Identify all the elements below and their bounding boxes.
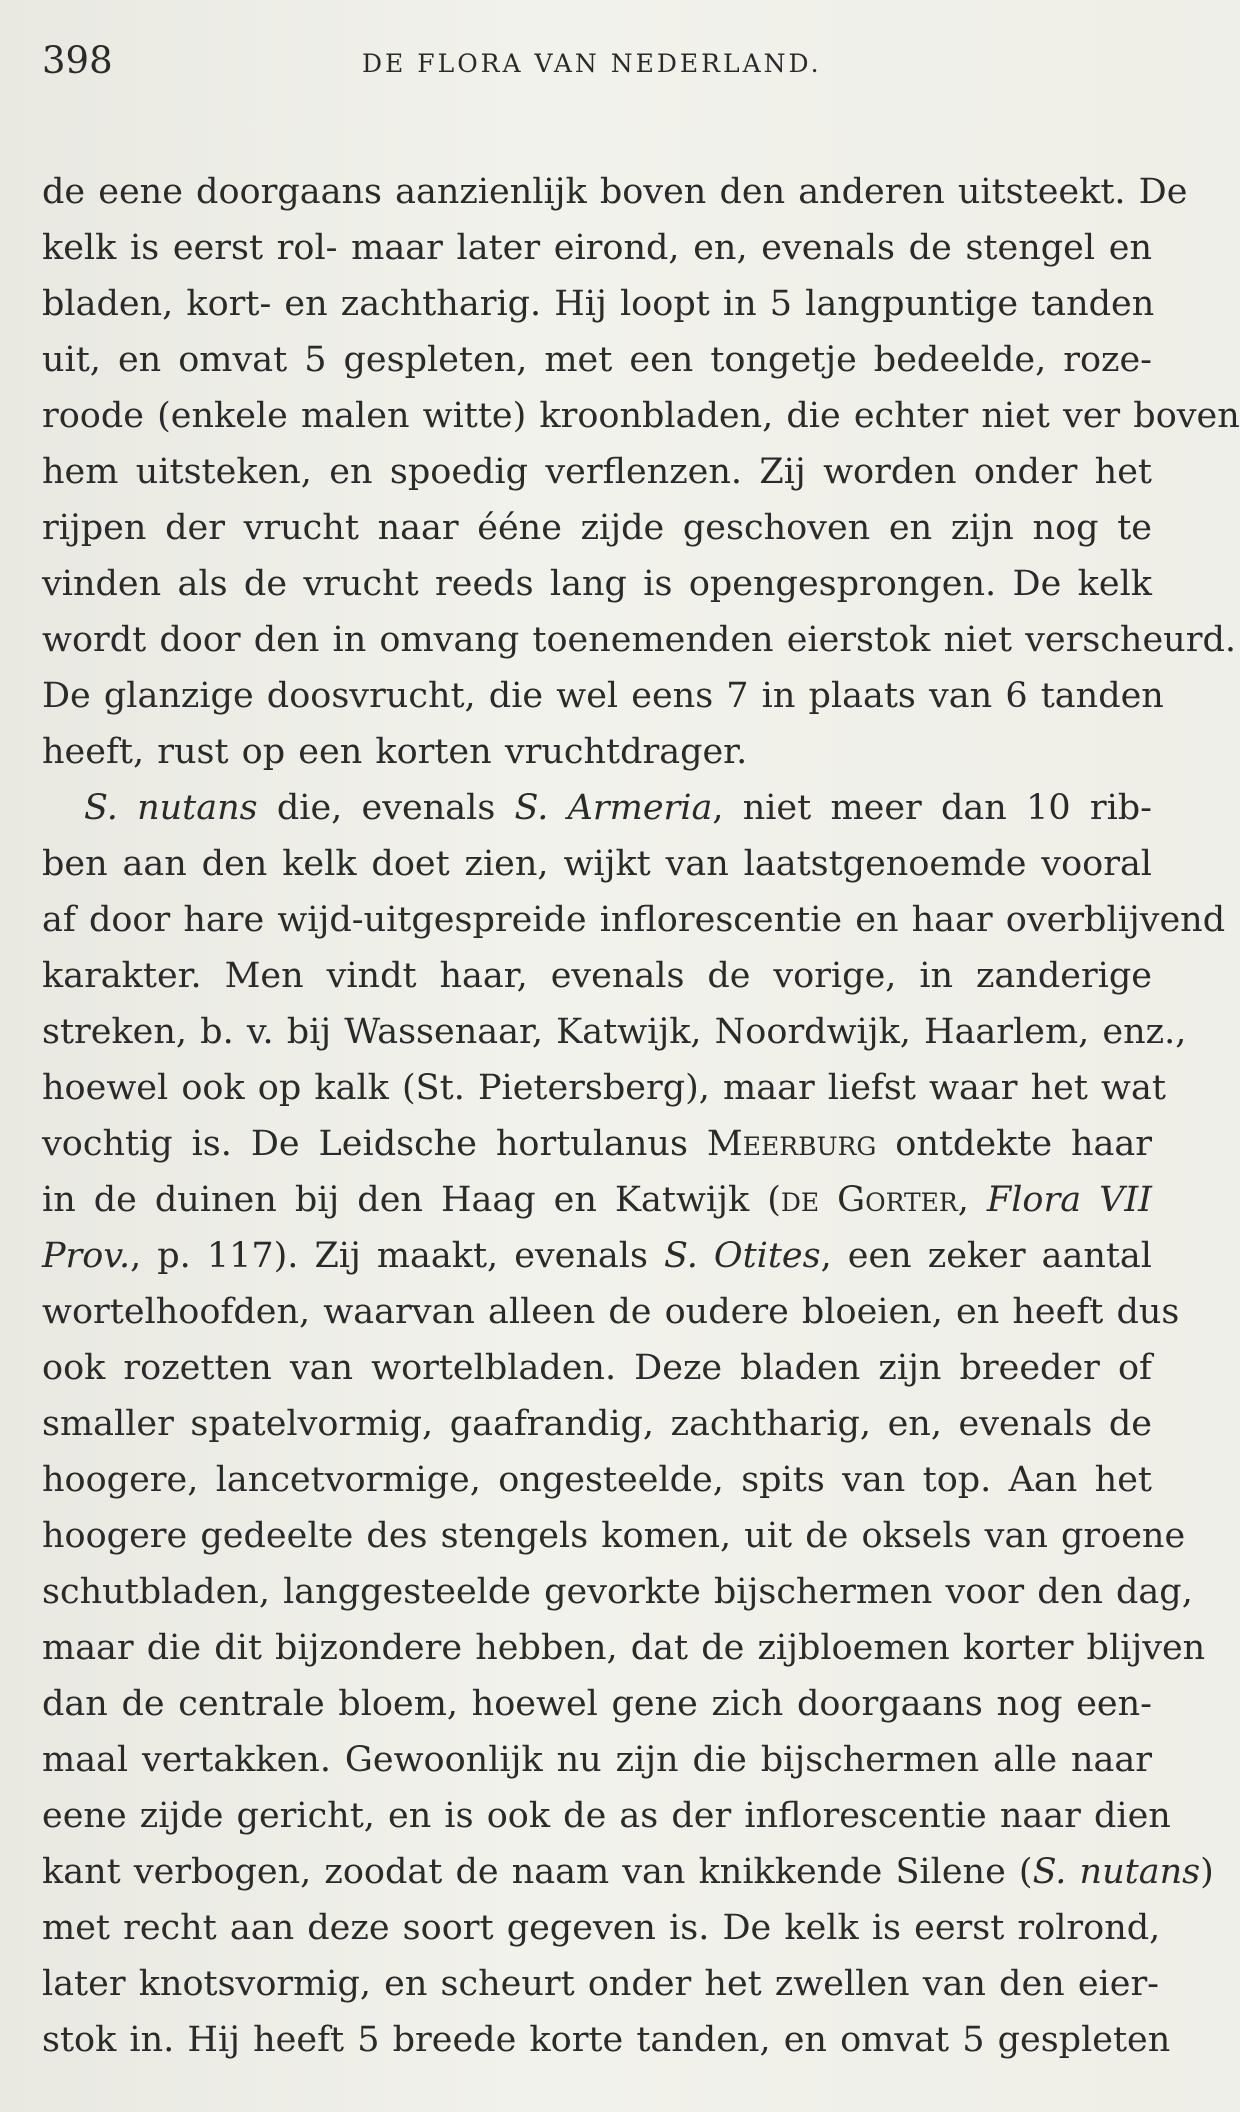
text-line: streken, b. v. bij Wassenaar, Katwijk, Noordwijk, Haarlem, enz., — [42, 1012, 1187, 1052]
text-line: De glanzige doosvrucht, die wel eens 7 in plaats van 6 tanden — [42, 676, 1164, 716]
text-line — [42, 1844, 1214, 1900]
text-line: af door hare wijd-uitgespreide inflorescentie en haar overblijvend — [42, 900, 1226, 940]
text-line — [42, 1172, 1152, 1228]
text-line: eene zijde gericht, en is ook de as der inflorescentie naar dien — [42, 1796, 1171, 1836]
text-run: , — [957, 1180, 987, 1220]
text-line: maar die dit bijzondere hebben, dat de zijbloemen korter blijven — [42, 1628, 1206, 1668]
text-line: hem uitsteken, en spoedig verflenzen. Zij worden onder het — [42, 452, 1152, 492]
text-line: bladen, kort- en zachtharig. Hij loopt in 5 langpuntige tanden — [42, 284, 1155, 324]
text-line: smaller spatelvormig, gaafrandig, zachtharig, en, evenals de — [42, 1404, 1152, 1444]
species-name: S. nutans — [1032, 1852, 1201, 1892]
text-line — [42, 1116, 1152, 1172]
text-line: vinden als de vrucht reeds lang is opengesprongen. De kelk — [42, 564, 1152, 604]
species-name: S. Otites — [664, 1236, 821, 1276]
page-header — [42, 38, 1153, 90]
text-line: ook rozetten van wortelbladen. Deze bladen zijn breeder of — [42, 1348, 1152, 1388]
text-line: ben aan den kelk doet zien, wijkt van laatstgenoemde vooral — [42, 844, 1152, 884]
text-run: , een zeker aantal — [820, 1236, 1152, 1276]
text-line: wordt door den in omvang toenemenden eierstok niet verscheurd. — [42, 620, 1236, 660]
text-line: hoewel ook op kalk (St. Pietersberg), maar liefst waar het wat — [42, 1068, 1166, 1108]
book-title: Prov. — [42, 1236, 131, 1276]
text-run: die, evenals — [257, 788, 515, 828]
text-line: schutbladen, langgesteelde gevorkte bijschermen voor den dag, — [42, 1572, 1193, 1612]
text-line: roode (enkele malen witte) kroonbladen, die echter niet ver boven — [42, 396, 1240, 436]
text-run: kant verbogen, zoodat de naam van knikkende Silene ( — [42, 1852, 1033, 1892]
text-line: dan de centrale bloem, hoewel gene zich doorgaans nog een- — [42, 1684, 1152, 1724]
text-line — [42, 1228, 1152, 1284]
page-number: 398 — [42, 39, 113, 82]
person-name: Meerburg — [706, 1124, 877, 1164]
text-run: , p. 117). Zij maakt, evenals — [130, 1236, 664, 1276]
running-head: DE FLORA VAN NEDERLAND. — [362, 49, 822, 78]
text-line: later knotsvormig, en scheurt onder het zwellen van den eier- — [42, 1964, 1159, 2004]
text-line: heeft, rust op een korten vruchtdrager. — [42, 732, 748, 772]
book-title: Flora VII — [986, 1180, 1152, 1220]
text-line: uit, en omvat 5 gespleten, met een tongetje bedeelde, roze- — [42, 340, 1152, 380]
text-line: maal vertakken. Gewoonlijk nu zijn die bijschermen alle naar — [42, 1740, 1152, 1780]
text-run: in de duinen bij den Haag en Katwijk ( — [42, 1180, 781, 1220]
text-line: karakter. Men vindt haar, evenals de vorige, in zanderige — [42, 956, 1152, 996]
text-line: wortelhoofden, waarvan alleen de oudere bloeien, en heeft dus — [42, 1292, 1180, 1332]
body-text — [42, 164, 1240, 2068]
text-line: met recht aan deze soort gegeven is. De kelk is eerst rolrond, — [42, 1908, 1161, 1948]
text-run: vochtig is. De Leidsche hortulanus — [42, 1124, 707, 1164]
species-name: S. Armeria — [514, 788, 713, 828]
text-line: stok in. Hij heeft 5 breede korte tanden, en omvat 5 gespleten — [42, 2020, 1171, 2060]
species-name: S. nutans — [84, 788, 258, 828]
text-run: ontdekte haar — [876, 1124, 1153, 1164]
text-line — [42, 780, 1152, 836]
text-line: hoogere gedeelte des stengels komen, uit de oksels van groene — [42, 1516, 1186, 1556]
author-name: de Gorter — [780, 1180, 958, 1220]
text-line: rijpen der vrucht naar ééne zijde geschoven en zijn nog te — [42, 508, 1152, 548]
text-run: , niet meer dan 10 rib- — [712, 788, 1152, 828]
text-line: kelk is eerst rol- maar later eirond, en, evenals de stengel en — [42, 228, 1152, 268]
text-line: hoogere, lancetvormige, ongesteelde, spits van top. Aan het — [42, 1460, 1152, 1500]
text-line: de eene doorgaans aanzienlijk boven den anderen uitsteekt. De — [42, 172, 1188, 212]
text-run: ) — [1200, 1852, 1214, 1892]
